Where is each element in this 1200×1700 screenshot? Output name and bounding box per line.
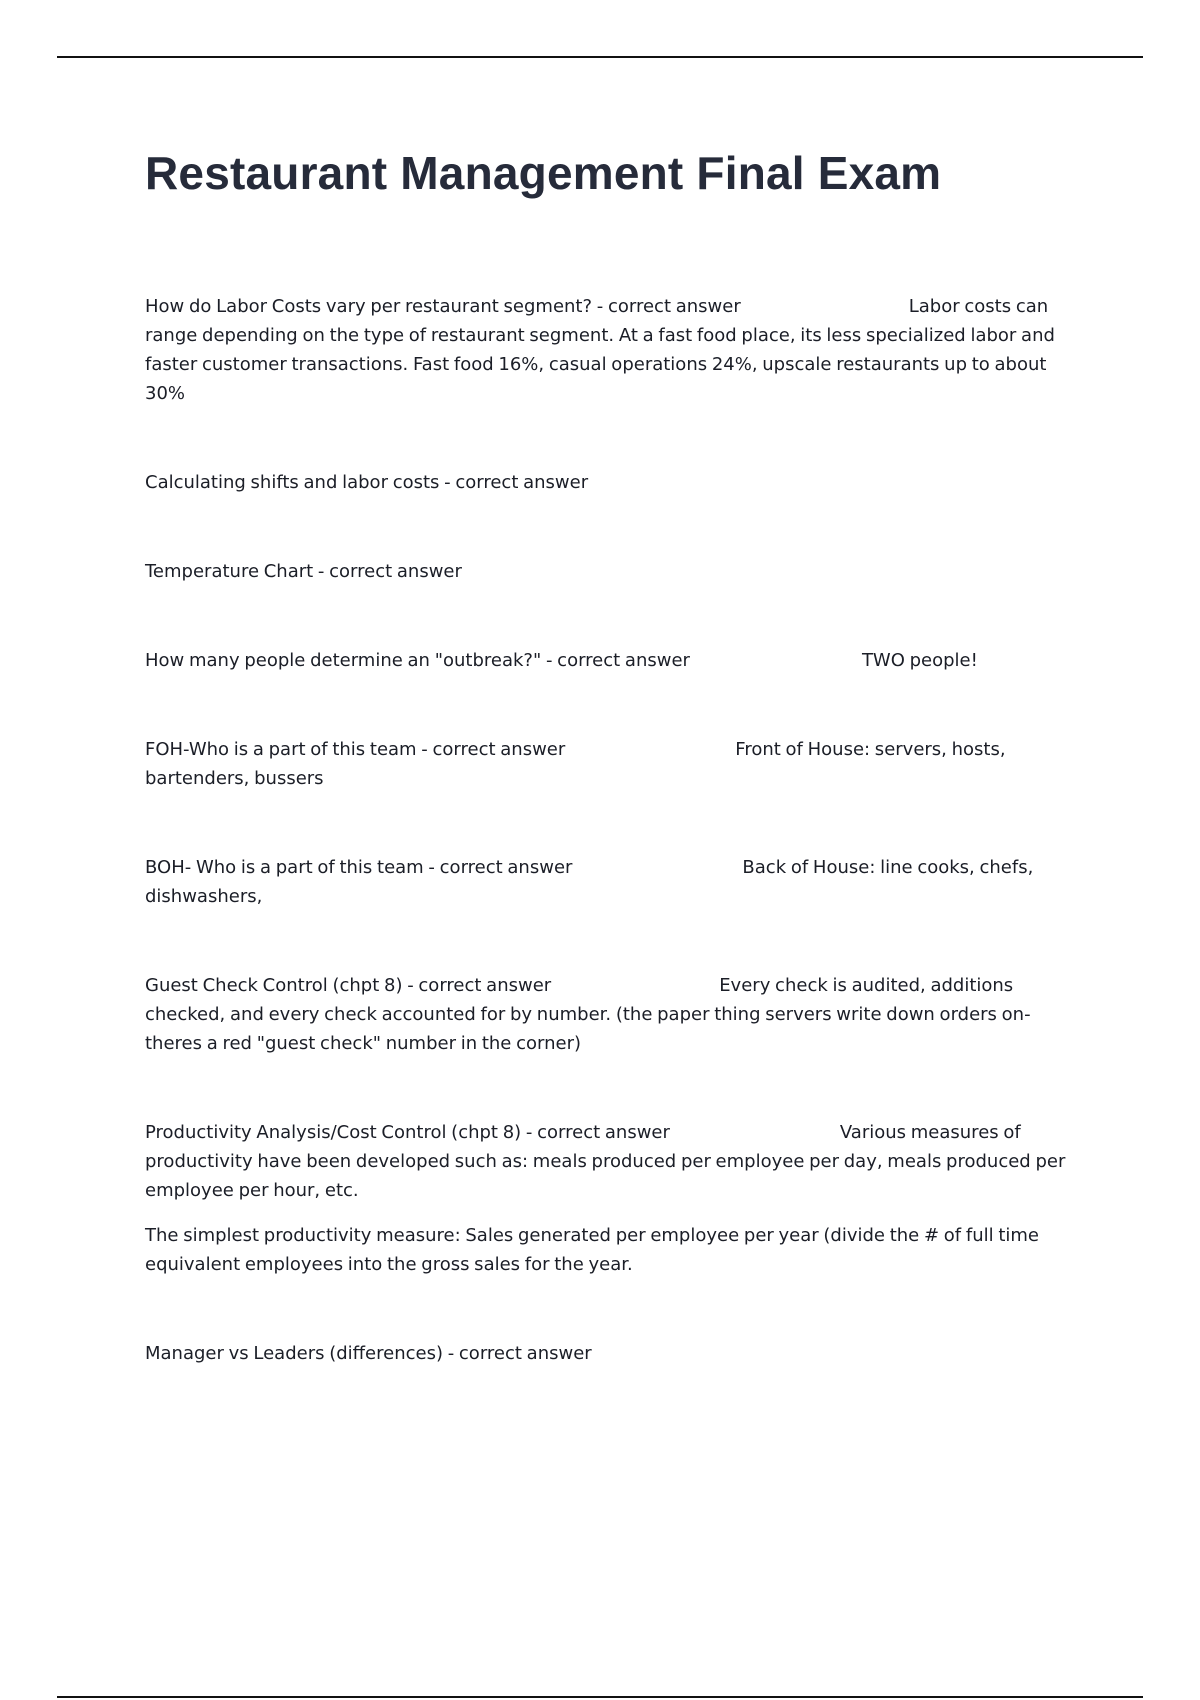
- question-text: BOH- Who is a part of this team - correct answer: [145, 857, 573, 878]
- question-text: Temperature Chart - correct answer: [145, 561, 462, 582]
- qa-item: [145, 735, 1075, 793]
- question-text: Manager vs Leaders (differences) - correct answer: [145, 1343, 592, 1364]
- answer-text: Various measures of productivity have been developed such as: meals produced per employee per day, meals produced per employee per hour, etc.: [145, 1122, 1066, 1201]
- qa-item: [145, 557, 1075, 586]
- answer-text: Front of House: servers, hosts, bartenders, bussers: [145, 739, 1006, 789]
- question-text: How many people determine an "outbreak?" - correct answer: [145, 650, 690, 671]
- qa-item: [145, 1339, 1075, 1368]
- question-text: FOH-Who is a part of this team - correct answer: [145, 739, 566, 760]
- qa-item: [145, 646, 1075, 675]
- qa-item: [145, 292, 1075, 408]
- answer-text: Back of House: line cooks, chefs, dishwashers,: [145, 857, 1034, 907]
- answer-continuation: The simplest productivity measure: Sales generated per employee per year (divide the # of full time equivalent employees into the gross sales for the year.: [145, 1225, 1039, 1275]
- page-title: Restaurant Management Final Exam: [145, 147, 942, 199]
- question-text: Productivity Analysis/Cost Control (chpt 8) - correct answer: [145, 1122, 670, 1143]
- top-rule: [57, 56, 1143, 58]
- qa-item: [145, 853, 1075, 911]
- qa-item: [145, 1118, 1075, 1205]
- question-text: Guest Check Control (chpt 8) - correct answer: [145, 975, 552, 996]
- answer-text: TWO people!: [861, 650, 978, 671]
- bottom-rule: [57, 1696, 1143, 1698]
- question-text: How do Labor Costs vary per restaurant segment? - correct answer: [145, 296, 741, 317]
- qa-item: [145, 971, 1075, 1058]
- qa-list: [145, 292, 1075, 1428]
- answer-text: Labor costs can range depending on the type of restaurant segment. At a fast food place, its less specialized labor and faster customer transactions. Fast food 16%, casual operations 24%, upscale restaurants up to about 30%: [145, 296, 1055, 404]
- qa-item: [145, 468, 1075, 497]
- question-text: Calculating shifts and labor costs - correct answer: [145, 472, 589, 493]
- answer-text: Every check is audited, additions checked, and every check accounted for by number. (the paper thing servers write down orders on- theres a red "guest check" number in the corner): [145, 975, 1031, 1054]
